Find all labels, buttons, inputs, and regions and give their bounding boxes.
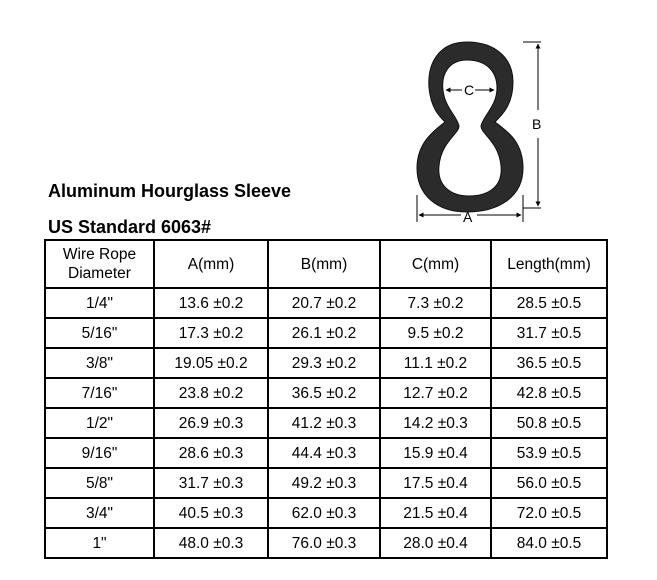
- cell-a: 26.9 ±0.3: [154, 408, 268, 438]
- cell-b: 20.7 ±0.2: [268, 288, 380, 318]
- dimension-label-b: B: [532, 116, 542, 132]
- cell-length: 84.0 ±0.5: [491, 528, 607, 558]
- cell-b: 26.1 ±0.2: [268, 318, 380, 348]
- cell-diameter: 1/2": [45, 408, 154, 438]
- cell-length: 50.8 ±0.5: [491, 408, 607, 438]
- cell-length: 36.5 ±0.5: [491, 348, 607, 378]
- cell-diameter: 1": [45, 528, 154, 558]
- cell-a: 31.7 ±0.3: [154, 468, 268, 498]
- cell-diameter: 5/8": [45, 468, 154, 498]
- cell-a: 23.8 ±0.2: [154, 378, 268, 408]
- cell-b: 29.3 ±0.2: [268, 348, 380, 378]
- cell-diameter: 5/16": [45, 318, 154, 348]
- cell-c: 28.0 ±0.4: [380, 528, 491, 558]
- cell-b: 49.2 ±0.3: [268, 468, 380, 498]
- header-a: A(mm): [154, 240, 268, 288]
- cell-length: 31.7 ±0.5: [491, 318, 607, 348]
- cell-a: 13.6 ±0.2: [154, 288, 268, 318]
- cell-length: 56.0 ±0.5: [491, 468, 607, 498]
- dimension-label-a: A: [463, 209, 473, 225]
- cell-a: 19.05 ±0.2: [154, 348, 268, 378]
- table-row: [45, 408, 607, 438]
- table-body: [45, 288, 607, 558]
- spec-table: [44, 239, 608, 559]
- cell-length: 72.0 ±0.5: [491, 498, 607, 528]
- cell-b: 76.0 ±0.3: [268, 528, 380, 558]
- cell-b: 36.5 ±0.2: [268, 378, 380, 408]
- table-row: [45, 378, 607, 408]
- cell-a: 17.3 ±0.2: [154, 318, 268, 348]
- cell-a: 48.0 ±0.3: [154, 528, 268, 558]
- cell-b: 41.2 ±0.3: [268, 408, 380, 438]
- cell-diameter: 3/8": [45, 348, 154, 378]
- cell-length: 53.9 ±0.5: [491, 438, 607, 468]
- header-length: Length(mm): [491, 240, 607, 288]
- cell-b: 44.4 ±0.3: [268, 438, 380, 468]
- hourglass-sleeve-diagram: [405, 30, 555, 230]
- cell-c: 21.5 ±0.4: [380, 498, 491, 528]
- page-title: Aluminum Hourglass Sleeve: [48, 181, 292, 201]
- cell-c: 7.3 ±0.2: [380, 288, 491, 318]
- table-row: [45, 528, 607, 558]
- cell-diameter: 1/4": [45, 288, 154, 318]
- cell-a: 40.5 ±0.3: [154, 498, 268, 528]
- table-row: [45, 348, 607, 378]
- cell-c: 12.7 ±0.2: [380, 378, 491, 408]
- cell-a: 28.6 ±0.3: [154, 438, 268, 468]
- sleeve-shape: [417, 42, 523, 212]
- table-row: [45, 438, 607, 468]
- cell-diameter: 3/4": [45, 498, 154, 528]
- table-row: [45, 468, 607, 498]
- header-wire-rope-diameter: Wire Rope Diameter: [45, 240, 154, 288]
- cell-c: 9.5 ±0.2: [380, 318, 491, 348]
- cell-c: 14.2 ±0.3: [380, 408, 491, 438]
- cell-length: 28.5 ±0.5: [491, 288, 607, 318]
- header-c: C(mm): [380, 240, 491, 288]
- header-b: B(mm): [268, 240, 380, 288]
- dimension-label-c: C: [464, 82, 475, 98]
- cell-diameter: 7/16": [45, 378, 154, 408]
- cell-c: 11.1 ±0.2: [380, 348, 491, 378]
- table-row: [45, 288, 607, 318]
- cell-diameter: 9/16": [45, 438, 154, 468]
- page-subtitle: US Standard 6063#: [48, 217, 212, 237]
- cell-b: 62.0 ±0.3: [268, 498, 380, 528]
- cell-c: 17.5 ±0.4: [380, 468, 491, 498]
- table-header-row: [45, 240, 607, 288]
- table-row: [45, 318, 607, 348]
- cell-c: 15.9 ±0.4: [380, 438, 491, 468]
- cell-length: 42.8 ±0.5: [491, 378, 607, 408]
- table-row: [45, 498, 607, 528]
